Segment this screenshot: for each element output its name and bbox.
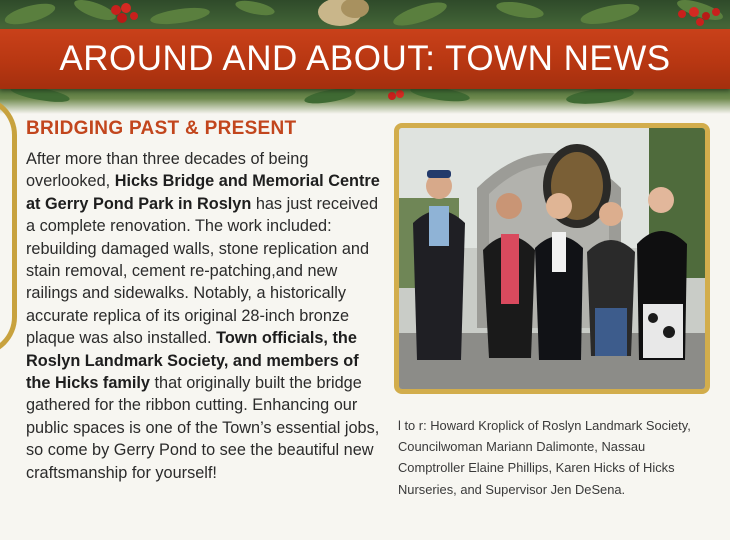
holly-garland-decoration (0, 86, 730, 114)
article-text: After more than three decades of being overlooked, (26, 150, 309, 191)
article-highlight: Hicks Bridge and Memorial Centre at Gerry Pond Park in Roslyn (26, 172, 380, 213)
article-highlight: Town officials, the Roslyn Landmark Society, and members of the Hicks family (26, 329, 359, 393)
page-title: AROUND AND ABOUT: TOWN NEWS (59, 39, 671, 78)
section-heading: BRIDGING PAST & PRESENT (26, 118, 297, 139)
holly-berries-icon (108, 2, 142, 31)
holly-berries-icon (386, 88, 408, 109)
group-photo (394, 123, 710, 394)
banner (0, 29, 730, 89)
article-body (26, 148, 386, 484)
article-text: has just received a complete renovation. The work included: rebuilding damaged walls, stone replication and stain removal, cement re-patching,and new railings and sidewalks. Notably, a historically accurate replica of its original 28-inch bronze plaque was also installed. (26, 194, 378, 348)
decorative-border (0, 96, 17, 356)
photo-caption: l to r: Howard Kroplick of Roslyn Landmark Society, Councilwoman Mariann Dalimonte, Nassau Comptroller Elaine Phillips, Karen Hicks of Hicks Nurseries, and Supervisor Jen DeSena. (398, 418, 691, 497)
article-text: that originally built the bridge gathered for the ribbon cutting. Enhancing our public spaces is one of the Town’s essential jobs, so come by Gerry Pond to see the beautiful new craftsmanship for yourself! (26, 374, 380, 482)
